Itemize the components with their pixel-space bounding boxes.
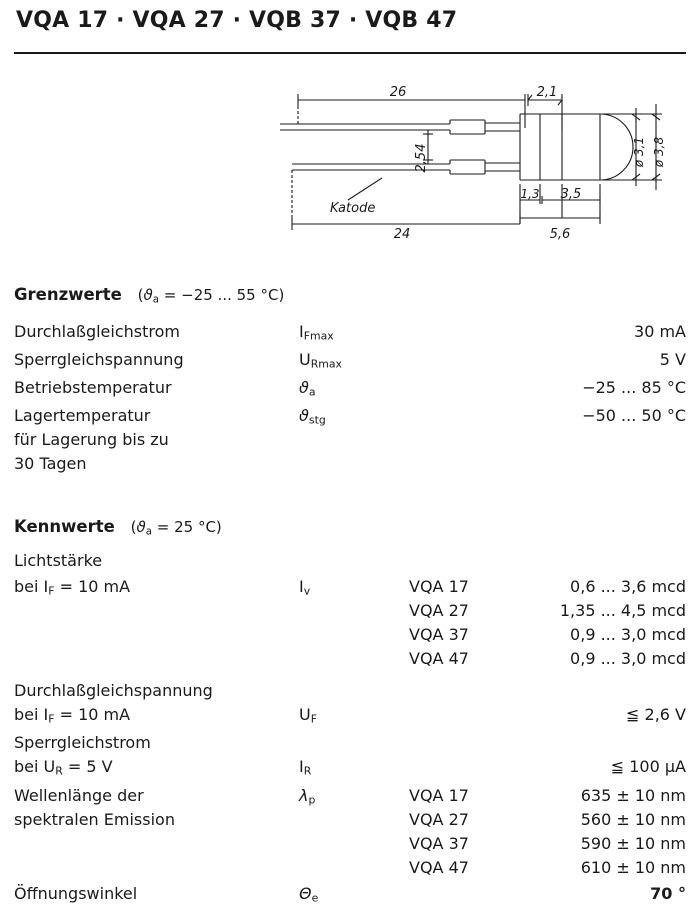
row-label: Lichtstärke <box>14 551 103 570</box>
table-row <box>14 649 686 673</box>
row-label: 30 Tagen <box>14 454 87 473</box>
row-label: Sperrgleichstrom <box>14 733 151 752</box>
row-value: −50 ... 50 °C <box>582 406 686 425</box>
row-label: Durchlaßgleichspannung <box>14 681 213 700</box>
table-row <box>14 577 686 601</box>
row-symbol: $I_R$ <box>299 757 312 778</box>
table-row <box>14 810 686 834</box>
table-row <box>14 757 686 781</box>
table-row <box>14 551 686 575</box>
row-type: VQA 37 <box>409 834 469 853</box>
section-heading-limits: Grenzwerte ($ϑ_a = -25$ ... 55 °C) <box>14 285 285 306</box>
row-value: ≦ 100 µA <box>610 757 686 776</box>
row-symbol: $\Theta_e$ <box>299 884 319 905</box>
row-value: 70 ° <box>650 884 686 903</box>
row-symbol: $ϑ_a$ <box>299 378 316 399</box>
row-type: VQA 47 <box>409 649 469 668</box>
row-label: bei $I_F = 10$ mA <box>14 577 131 598</box>
table-row <box>14 378 686 402</box>
table-row <box>14 786 686 810</box>
dim-24: 24 <box>393 227 411 242</box>
row-symbol: $I_v$ <box>299 577 311 598</box>
limits-condition: ($ϑ_a = -25$ ... 55 °C) <box>137 286 285 306</box>
row-type: VQA 17 <box>409 786 469 805</box>
row-type: VQA 47 <box>409 858 469 877</box>
row-label: Sperrgleichspannung <box>14 350 184 369</box>
row-value: 590 ± 10 nm <box>580 834 686 853</box>
table-row <box>14 681 686 705</box>
led-outline-dimension-drawing <box>270 78 690 268</box>
row-value: 610 ± 10 nm <box>580 858 686 877</box>
row-symbol: $U_{Rmax}$ <box>299 350 342 371</box>
characteristics-condition: ($ϑ_a = 25$ °C) <box>130 518 222 538</box>
table-row <box>14 625 686 649</box>
row-label: Lagertemperatur <box>14 406 151 425</box>
table-row <box>14 733 686 757</box>
section-heading-characteristics: Kennwerte ($ϑ_a = 25$ °C) <box>14 517 222 538</box>
row-label: Öffnungswinkel <box>14 884 138 903</box>
table-row <box>14 454 686 478</box>
row-value: 0,9 ... 3,0 mcd <box>570 625 686 644</box>
row-type: VQA 27 <box>409 810 469 829</box>
table-row <box>14 884 686 908</box>
row-symbol: $\lambda_p$ <box>299 786 316 807</box>
table-row <box>14 601 686 625</box>
row-label: Wellenlänge der <box>14 786 144 805</box>
row-value: 0,9 ... 3,0 mcd <box>570 649 686 668</box>
table-row <box>14 858 686 882</box>
row-value: 0,6 ... 3,6 mcd <box>570 577 686 596</box>
row-value: 30 mA <box>634 322 686 341</box>
title-divider <box>14 52 686 54</box>
page-title: VQA 17 · VQA 27 · VQB 37 · VQB 47 <box>16 8 458 33</box>
dim-2-54: 2,54 <box>414 143 429 173</box>
row-value: 635 ± 10 nm <box>580 786 686 805</box>
row-value: 5 V <box>659 350 686 369</box>
row-value: ≦ 2,6 V <box>626 705 686 724</box>
row-label: für Lagerung bis zu <box>14 430 169 449</box>
row-value: 560 ± 10 nm <box>580 810 686 829</box>
dim-diameter-3-8: ø 3,8 <box>652 136 666 168</box>
table-row <box>14 406 686 430</box>
table-row <box>14 430 686 454</box>
row-symbol: $ϑ_{stg}$ <box>299 406 326 427</box>
row-label: spektralen Emission <box>14 810 175 829</box>
label-katode: Katode <box>330 201 376 216</box>
row-label: Betriebstemperatur <box>14 378 172 397</box>
dim-26: 26 <box>389 85 407 100</box>
row-symbol: $U_F$ <box>299 705 317 726</box>
table-row <box>14 705 686 729</box>
table-row <box>14 350 686 374</box>
dim-5-6: 5,6 <box>549 227 571 242</box>
row-type: VQA 27 <box>409 601 469 620</box>
table-row <box>14 834 686 858</box>
row-label: bei $I_F = 10$ mA <box>14 705 131 726</box>
dim-diameter-3-1: ø 3,1 <box>632 136 646 168</box>
row-value: 1,35 ... 4,5 mcd <box>559 601 686 620</box>
row-label: Durchlaßgleichstrom <box>14 322 180 341</box>
row-symbol: $I_{Fmax}$ <box>299 322 334 343</box>
dim-2-1: 2,1 <box>536 85 558 100</box>
row-type: VQA 17 <box>409 577 469 596</box>
row-type: VQA 37 <box>409 625 469 644</box>
dim-1-3: 1,3 <box>520 187 540 201</box>
table-row <box>14 322 686 346</box>
dim-3-5: 3,5 <box>560 187 582 202</box>
row-label: bei $U_R = 5$ V <box>14 757 113 778</box>
row-value: −25 ... 85 °C <box>582 378 686 397</box>
